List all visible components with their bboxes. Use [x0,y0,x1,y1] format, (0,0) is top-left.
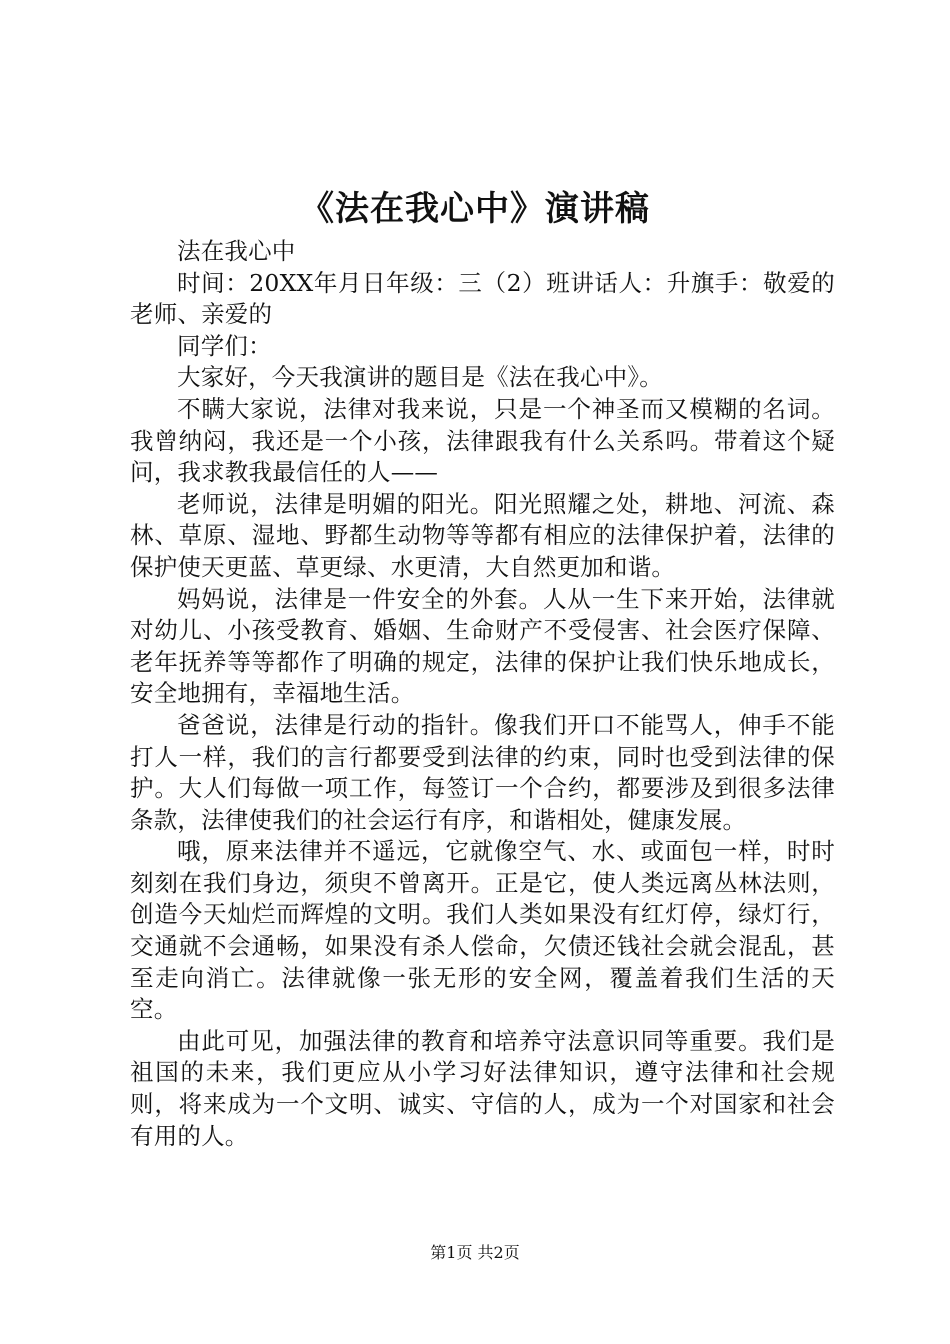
paragraph: 不瞒大家说，法律对我来说，只是一个神圣而又模糊的名词。我曾纳闷，我还是一个小孩，法律跟我有什么关系吗。带着这个疑问，我求教我最信任的人—— [130,394,835,487]
paragraph: 老师说，法律是明媚的阳光。阳光照耀之处，耕地、河流、森林、草原、湿地、野都生动物等等都有相应的法律保护着，法律的保护使天更蓝、草更绿、水更清，大自然更加和谐。 [130,489,835,581]
document-body [130,236,835,1152]
paragraph: 妈妈说，法律是一件安全的外套。人从一生下来开始，法律就对幼儿、小孩受教育、婚姻、生命财产不受侵害、社会医疗保障、老年抚养等等都作了明确的规定，法律的保护让我们快乐地成长，安全地拥有，幸福地生活。 [130,584,835,708]
paragraph: 法在我心中 [177,237,296,265]
paragraph: 哦，原来法律并不遥远，它就像空气、水、或面包一样，时时刻刻在我们身边，须臾不曾离开。正是它，使人类远离丛林法则，创造今天灿烂而辉煌的文明。我们人类如果没有红灯停，绿灯行，交通就不会通畅，如果没有杀人偿命，欠债还钱社会就会混乱，甚至走向消亡。法律就像一张无形的安全网，覆盖着我们生活的天空。 [130,837,835,1024]
paragraph: 爸爸说，法律是行动的指针。像我们开口不能骂人，伸手不能打人一样，我们的言行都要受到法律的约束，同时也受到法律的保护。大人们每做一项工作，每签订一个合约，都要涉及到很多法律条款，法律使我们的社会运行有序，和谐相处，健康发展。 [130,710,835,834]
page-footer: 第1页 共2页 [430,1243,520,1262]
paragraph: 由此可见，加强法律的教育和培养守法意识同等重要。我们是祖国的未来，我们更应从小学习好法律知识，遵守法律和社会规则，将来成为一个文明、诚实、守信的人，成为一个对国家和社会有用的人。 [130,1026,835,1150]
paragraph: 大家好，今天我演讲的题目是《法在我心中》。 [177,363,663,392]
paragraph: 时间：20XX年月日年级：三（2）班讲话人：升旗手：敬爱的老师、亲爱的 [130,268,835,329]
paragraph: 同学们： [177,331,272,360]
document-title: 《法在我心中》演讲稿 [300,189,650,229]
